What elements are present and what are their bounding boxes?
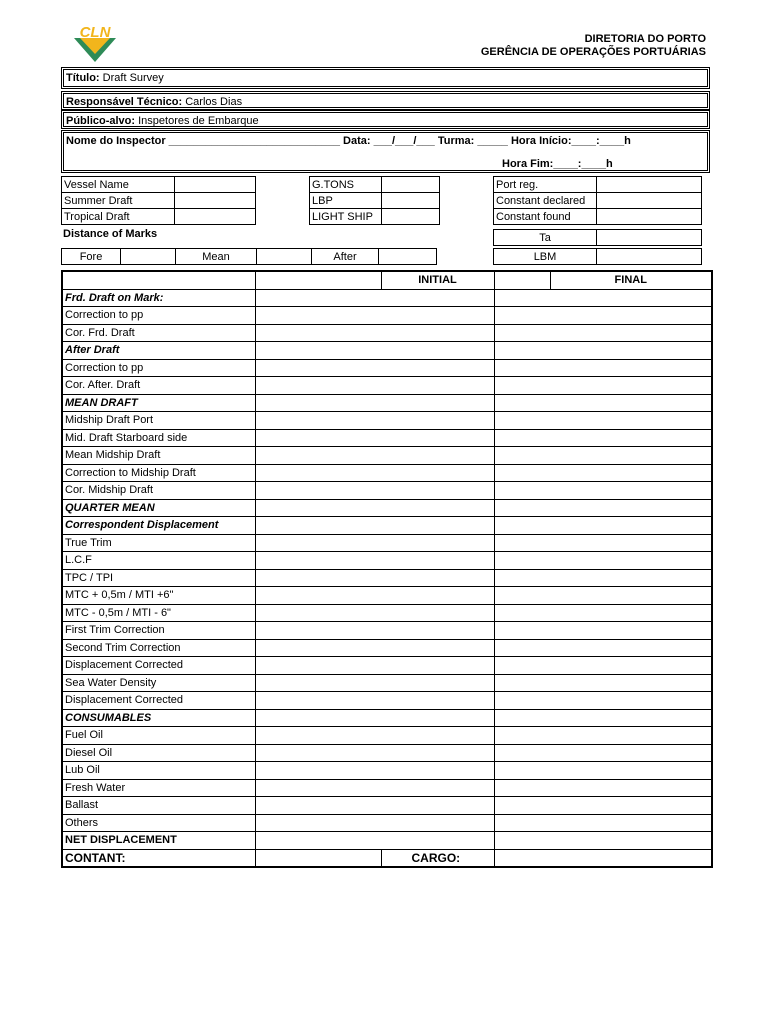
table-row [62, 762, 712, 780]
row-label: Second Trim Correction [62, 639, 255, 657]
lbm-label: LBM [494, 249, 597, 265]
table-row [62, 447, 712, 465]
initial-value-cell[interactable] [255, 412, 494, 430]
table-row [62, 394, 712, 412]
final-value-cell[interactable] [494, 464, 712, 482]
initial-value-cell[interactable] [255, 324, 494, 342]
final-value-cell[interactable] [494, 674, 712, 692]
table-row [62, 429, 712, 447]
company-logo [70, 24, 120, 64]
initial-value-cell[interactable] [255, 447, 494, 465]
table-row [62, 412, 712, 430]
final-value-cell[interactable] [494, 289, 712, 307]
row-label: Midship Draft Port [62, 412, 255, 430]
initial-value-cell[interactable] [255, 709, 494, 727]
vessel-mid-table [309, 176, 440, 225]
initial-value-cell[interactable] [255, 569, 494, 587]
contant-label: CONTANT: [62, 849, 255, 867]
lbm-input[interactable] [597, 249, 702, 265]
inspector-box [61, 130, 710, 173]
header-blank-cell [255, 271, 381, 289]
final-value-cell[interactable] [494, 657, 712, 675]
table-row [62, 324, 712, 342]
distance-of-marks-title: Distance of Marks [63, 228, 158, 240]
final-header: FINAL [550, 271, 712, 289]
final-value-cell[interactable] [494, 482, 712, 500]
vessel-name-input[interactable] [175, 177, 256, 193]
table-row [62, 779, 712, 797]
final-value-cell[interactable] [494, 412, 712, 430]
row-label: Fresh Water [62, 779, 255, 797]
initial-value-cell[interactable] [255, 779, 494, 797]
vessel-left-table [61, 176, 256, 225]
light-ship-input[interactable] [382, 209, 440, 225]
responsavel-value[interactable]: Carlos Dias [185, 96, 243, 108]
row-label: QUARTER MEAN [62, 499, 255, 517]
after-input[interactable] [379, 249, 437, 265]
table-row [62, 499, 712, 517]
table-row [62, 517, 712, 535]
row-label: Cor. Frd. Draft [62, 324, 255, 342]
vessel-right-table [493, 176, 702, 225]
cargo-value-cell[interactable] [494, 849, 712, 867]
initial-value-cell[interactable] [255, 517, 494, 535]
row-label: MEAN DRAFT [62, 394, 255, 412]
table-row [62, 482, 712, 500]
row-label: Correction to Midship Draft [62, 464, 255, 482]
ta-label: Ta [494, 230, 597, 246]
row-label: Correction to pp [62, 307, 255, 325]
initial-value-cell[interactable] [255, 289, 494, 307]
publico-label: Público-alvo: [66, 115, 136, 127]
tropical-draft-label: Tropical Draft [62, 209, 175, 225]
row-label: CONSUMABLES [62, 709, 255, 727]
constant-found-input[interactable] [597, 209, 702, 225]
final-value-cell[interactable] [494, 727, 712, 745]
row-label: NET DISPLACEMENT [62, 832, 255, 850]
row-label: Frd. Draft on Mark: [62, 289, 255, 307]
lbp-label: LBP [310, 193, 382, 209]
initial-value-cell[interactable] [255, 342, 494, 360]
responsavel-label: Responsável Técnico: [66, 96, 183, 108]
table-row [62, 289, 712, 307]
titulo-label: Título: [66, 72, 100, 84]
inspector-line-2[interactable]: Hora Fim:____:____h [502, 158, 613, 170]
initial-value-cell[interactable] [255, 464, 494, 482]
marks-table [61, 248, 437, 265]
table-row [62, 552, 712, 570]
constant-declared-input[interactable] [597, 193, 702, 209]
final-value-cell[interactable] [494, 394, 712, 412]
final-value-cell[interactable] [494, 569, 712, 587]
constant-declared-label: Constant declared [494, 193, 597, 209]
initial-value-cell[interactable] [255, 727, 494, 745]
port-reg-input[interactable] [597, 177, 702, 193]
initial-value-cell[interactable] [255, 692, 494, 710]
initial-value-cell[interactable] [255, 674, 494, 692]
final-value-cell[interactable] [494, 622, 712, 640]
table-row [62, 692, 712, 710]
final-value-cell[interactable] [494, 517, 712, 535]
contant-value-cell[interactable] [255, 849, 381, 867]
table-row [62, 674, 712, 692]
initial-value-cell[interactable] [255, 762, 494, 780]
table-row [62, 709, 712, 727]
mean-input[interactable] [257, 249, 312, 265]
after-label: After [312, 249, 379, 265]
gtons-label: G.TONS [310, 177, 382, 193]
totals-row [62, 849, 712, 867]
row-label: Displacement Corrected [62, 692, 255, 710]
final-value-cell[interactable] [494, 639, 712, 657]
lbp-input[interactable] [382, 193, 440, 209]
final-value-cell[interactable] [494, 359, 712, 377]
summer-draft-input[interactable] [175, 193, 256, 209]
header-blank-cell [62, 271, 255, 289]
final-value-cell[interactable] [494, 377, 712, 395]
initial-value-cell[interactable] [255, 797, 494, 815]
row-label: Correction to pp [62, 359, 255, 377]
table-row [62, 744, 712, 762]
initial-value-cell[interactable] [255, 359, 494, 377]
table-row [62, 377, 712, 395]
inspector-line-1[interactable]: Nome do Inspector ____________________________ Data: ___/___/___ Turma: _____ Hora Início:____:____h [66, 135, 631, 147]
draft-survey-table [61, 270, 713, 868]
fore-input[interactable] [121, 249, 176, 265]
table-row [62, 604, 712, 622]
final-value-cell[interactable] [494, 342, 712, 360]
row-label: Sea Water Density [62, 674, 255, 692]
initial-value-cell[interactable] [255, 814, 494, 832]
mean-label: Mean [176, 249, 257, 265]
table-row [62, 832, 712, 850]
initial-value-cell[interactable] [255, 377, 494, 395]
row-label: Cor. Midship Draft [62, 482, 255, 500]
org-line-1: DIRETORIA DO PORTO [584, 33, 706, 45]
tropical-draft-input[interactable] [175, 209, 256, 225]
publico-box [61, 110, 710, 129]
final-value-cell[interactable] [494, 552, 712, 570]
fore-label: Fore [62, 249, 121, 265]
final-value-cell[interactable] [494, 814, 712, 832]
final-value-cell[interactable] [494, 604, 712, 622]
initial-value-cell[interactable] [255, 394, 494, 412]
table-row [62, 534, 712, 552]
vessel-name-label: Vessel Name [62, 177, 175, 193]
table-header-row [62, 271, 712, 289]
row-label: Cor. After. Draft [62, 377, 255, 395]
table-row [62, 359, 712, 377]
final-value-cell[interactable] [494, 779, 712, 797]
ta-input[interactable] [597, 230, 702, 246]
table-row [62, 342, 712, 360]
final-value-cell[interactable] [494, 447, 712, 465]
table-row [62, 797, 712, 815]
row-label: L.C.F [62, 552, 255, 570]
initial-value-cell[interactable] [255, 307, 494, 325]
header-blank-cell [494, 271, 550, 289]
row-label: Mid. Draft Starboard side [62, 429, 255, 447]
table-row [62, 464, 712, 482]
row-label: Others [62, 814, 255, 832]
initial-value-cell[interactable] [255, 534, 494, 552]
final-value-cell[interactable] [494, 324, 712, 342]
initial-value-cell[interactable] [255, 744, 494, 762]
final-value-cell[interactable] [494, 307, 712, 325]
initial-value-cell[interactable] [255, 587, 494, 605]
initial-value-cell[interactable] [255, 657, 494, 675]
initial-value-cell[interactable] [255, 832, 494, 850]
table-row [62, 587, 712, 605]
table-row [62, 657, 712, 675]
initial-value-cell[interactable] [255, 604, 494, 622]
final-value-cell[interactable] [494, 744, 712, 762]
table-row [62, 639, 712, 657]
org-header [481, 33, 706, 59]
light-ship-label: LIGHT SHIP [310, 209, 382, 225]
summer-draft-label: Summer Draft [62, 193, 175, 209]
final-value-cell[interactable] [494, 499, 712, 517]
initial-header: INITIAL [381, 271, 494, 289]
publico-value[interactable]: Inspetores de Embarque [138, 115, 259, 127]
initial-value-cell[interactable] [255, 429, 494, 447]
row-label: First Trim Correction [62, 622, 255, 640]
lbm-table [493, 248, 702, 265]
row-label: TPC / TPI [62, 569, 255, 587]
final-value-cell[interactable] [494, 587, 712, 605]
final-value-cell[interactable] [494, 692, 712, 710]
final-value-cell[interactable] [494, 832, 712, 850]
table-row [62, 307, 712, 325]
row-label: Ballast [62, 797, 255, 815]
row-label: MTC + 0,5m / MTI +6" [62, 587, 255, 605]
titulo-value[interactable]: Draft Survey [102, 72, 164, 84]
final-value-cell[interactable] [494, 709, 712, 727]
org-line-2: GERÊNCIA DE OPERAÇÕES PORTUÁRIAS [480, 46, 706, 58]
constant-found-label: Constant found [494, 209, 597, 225]
initial-value-cell[interactable] [255, 622, 494, 640]
final-value-cell[interactable] [494, 797, 712, 815]
final-value-cell[interactable] [494, 762, 712, 780]
row-label: Correspondent Displacement [62, 517, 255, 535]
table-row [62, 569, 712, 587]
gtons-input[interactable] [382, 177, 440, 193]
row-label: True Trim [62, 534, 255, 552]
table-row [62, 727, 712, 745]
initial-value-cell[interactable] [255, 552, 494, 570]
ta-table [493, 229, 702, 246]
row-label: Lub Oil [62, 762, 255, 780]
row-label: After Draft [62, 342, 255, 360]
cargo-label: CARGO: [381, 849, 494, 867]
responsavel-box [61, 91, 710, 110]
final-value-cell[interactable] [494, 534, 712, 552]
row-label: Displacement Corrected [62, 657, 255, 675]
logo-text: CLN [79, 24, 111, 41]
table-row [62, 622, 712, 640]
initial-value-cell[interactable] [255, 499, 494, 517]
row-label: Fuel Oil [62, 727, 255, 745]
initial-value-cell[interactable] [255, 482, 494, 500]
final-value-cell[interactable] [494, 429, 712, 447]
row-label: Mean Midship Draft [62, 447, 255, 465]
initial-value-cell[interactable] [255, 639, 494, 657]
row-label: Diesel Oil [62, 744, 255, 762]
titulo-box [61, 67, 710, 89]
table-row [62, 814, 712, 832]
port-reg-label: Port reg. [494, 177, 597, 193]
row-label: MTC - 0,5m / MTI - 6" [62, 604, 255, 622]
